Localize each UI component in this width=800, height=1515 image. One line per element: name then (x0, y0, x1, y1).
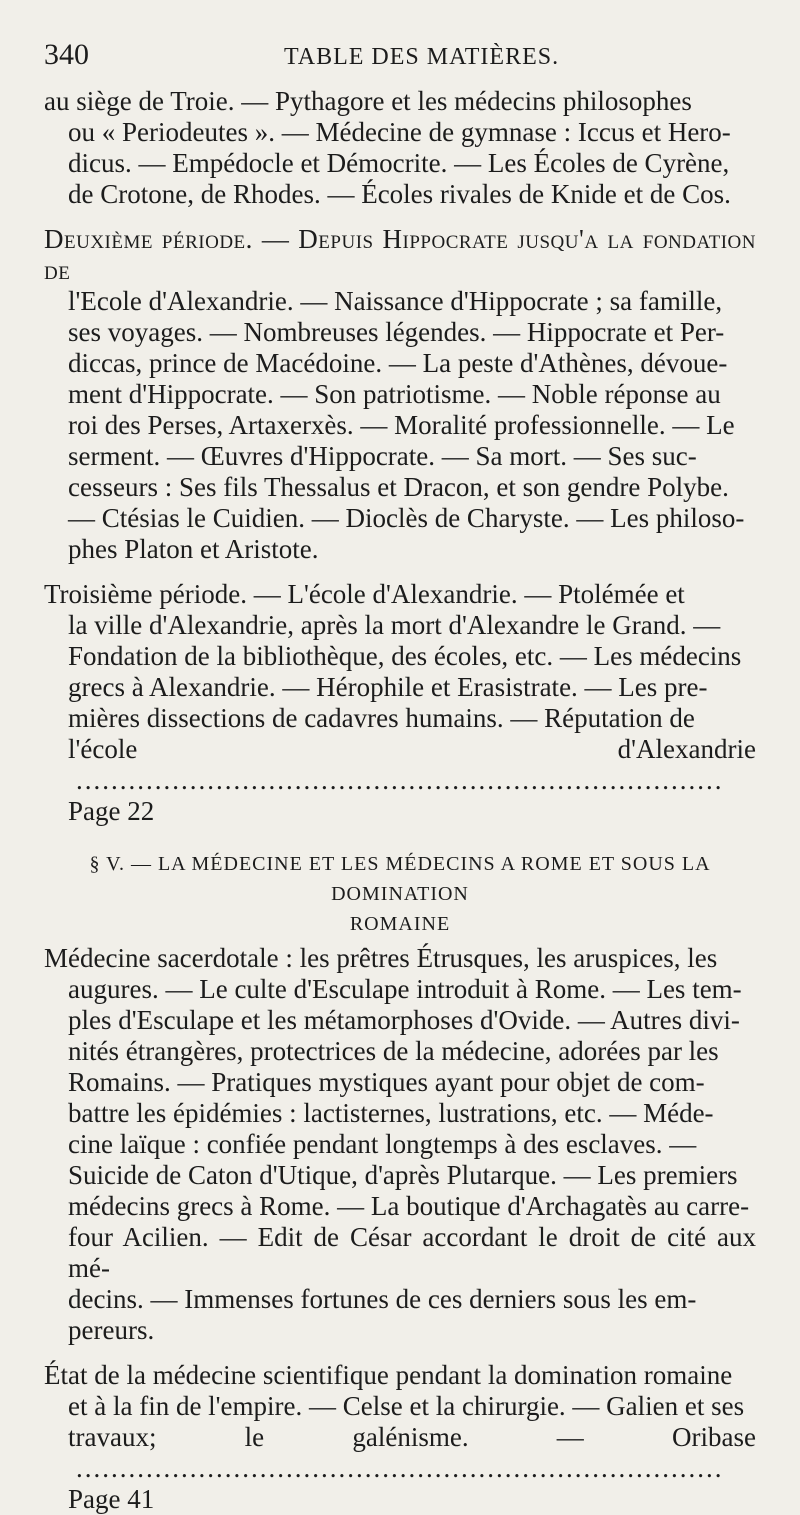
section-heading (44, 849, 756, 939)
dot-leader: .......................................................................... (76, 1453, 724, 1483)
text-line: cesseurs : Ses fils Thessalus et Dracon, et son gendre Polybe. (68, 472, 729, 502)
toc-row-text: travaux; le galénisme. — Oribase (68, 1422, 756, 1452)
text-line: mières dissections de cadavres humains. — Réputation de (68, 703, 695, 733)
text-line: diccas, prince de Macédoine. — La peste d'Athènes, dévoue- (68, 348, 728, 378)
text-line: dicus. — Empédocle et Démocrite. — Les Écoles de Cyrène, (68, 148, 730, 178)
text-line: battre les épidémies : lactisternes, lustrations, etc. — Méde- (68, 1098, 714, 1128)
running-title: TABLE DES MATIÈRES. (284, 44, 560, 70)
text-line: Romains. — Pratiques mystiques ayant pour objet de com- (68, 1067, 705, 1097)
text-line: et à la fin de l'empire. — Celse et la chirurgie. — Galien et ses (68, 1391, 745, 1421)
toc-entry-scientific-medicine (44, 1360, 756, 1515)
text-line: ou « Periodeutes ». — Médecine de gymnase : Iccus et Hero- (68, 117, 731, 147)
text-line: Fondation de la bibliothèque, des écoles, etc. — Les médecins (68, 641, 742, 671)
toc-entry-third-period (44, 579, 756, 827)
text-line: ses voyages. — Nombreuses légendes. — Hippocrate et Per- (68, 317, 725, 347)
text-line: pereurs. (68, 1315, 155, 1345)
dot-leader: .......................................................................... (76, 765, 724, 795)
text-line: État de la médecine scientifique pendant la domination romaine (44, 1360, 733, 1390)
toc-row-text: l'école d'Alexandrie (68, 734, 756, 764)
toc-row (44, 1422, 756, 1515)
text-line: Deuxième période. — Depuis Hippocrate jusqu'a la fondation de (44, 224, 756, 285)
text-line: la ville d'Alexandrie, après la mort d'Alexandre le Grand. — (68, 610, 721, 640)
text-line: cine laïque : confiée pendant longtemps à des esclaves. — (68, 1129, 697, 1159)
text-line: Troisième période. — L'école d'Alexandrie. — Ptolémée et (44, 579, 685, 609)
page-number: 340 (44, 38, 89, 71)
page-header (44, 38, 756, 86)
text-line: serment. — Œuvres d'Hippocrate. — Sa mort. — Ses suc- (68, 441, 697, 471)
text-line: au siège de Troie. — Pythagore et les médecins philosophes (44, 86, 692, 116)
page-reference: Page 41 (68, 1484, 155, 1514)
text-line: de Crotone, de Rhodes. — Écoles rivales de Knide et de Cos. (68, 179, 731, 209)
text-line: Médecine sacerdotale : les prêtres Étrusques, les aruspices, les (44, 943, 718, 973)
text-line: ples d'Esculape et les métamorphoses d'Ovide. — Autres divi- (68, 1005, 740, 1035)
section-heading-line: ROMAINE (349, 913, 451, 935)
toc-entry-sacerdotal-medicine (44, 943, 756, 1346)
text-line: four Acilien. — Edit de César accordant le droit de cité aux mé- (68, 1222, 756, 1283)
toc-entry-first-period-end (44, 86, 756, 210)
text-line: grecs à Alexandrie. — Hérophile et Erasistrate. — Les pre- (68, 672, 708, 702)
toc-row (44, 734, 756, 827)
text-line: Suicide de Caton d'Utique, d'après Plutarque. — Les premiers (68, 1160, 738, 1190)
section-heading-line: § V. — LA MÉDECINE ET LES MÉDECINS A ROME ET SOUS LA DOMINATION (89, 853, 711, 905)
text-line: l'Ecole d'Alexandrie. — Naissance d'Hippocrate ; sa famille, (68, 286, 723, 316)
page-reference: Page 22 (68, 796, 155, 826)
toc-entry-second-period (44, 224, 756, 565)
text-line: — Ctésias le Cuidien. — Dioclès de Charyste. — Les philoso- (68, 503, 745, 533)
text-line: ment d'Hippocrate. — Son patriotisme. — Noble réponse au (68, 379, 721, 409)
text-line: médecins grecs à Rome. — La boutique d'Archagatès au carre- (68, 1191, 750, 1221)
text-line: roi des Perses, Artaxerxès. — Moralité professionnelle. — Le (68, 410, 735, 440)
text-line: augures. — Le culte d'Esculape introduit à Rome. — Les tem- (68, 974, 742, 1004)
text-line: phes Platon et Aristote. (68, 534, 319, 564)
text-line: nités étrangères, protectrices de la médecine, adorées par les (68, 1036, 719, 1066)
text-line: decins. — Immenses fortunes de ces derniers sous les em- (68, 1284, 697, 1314)
